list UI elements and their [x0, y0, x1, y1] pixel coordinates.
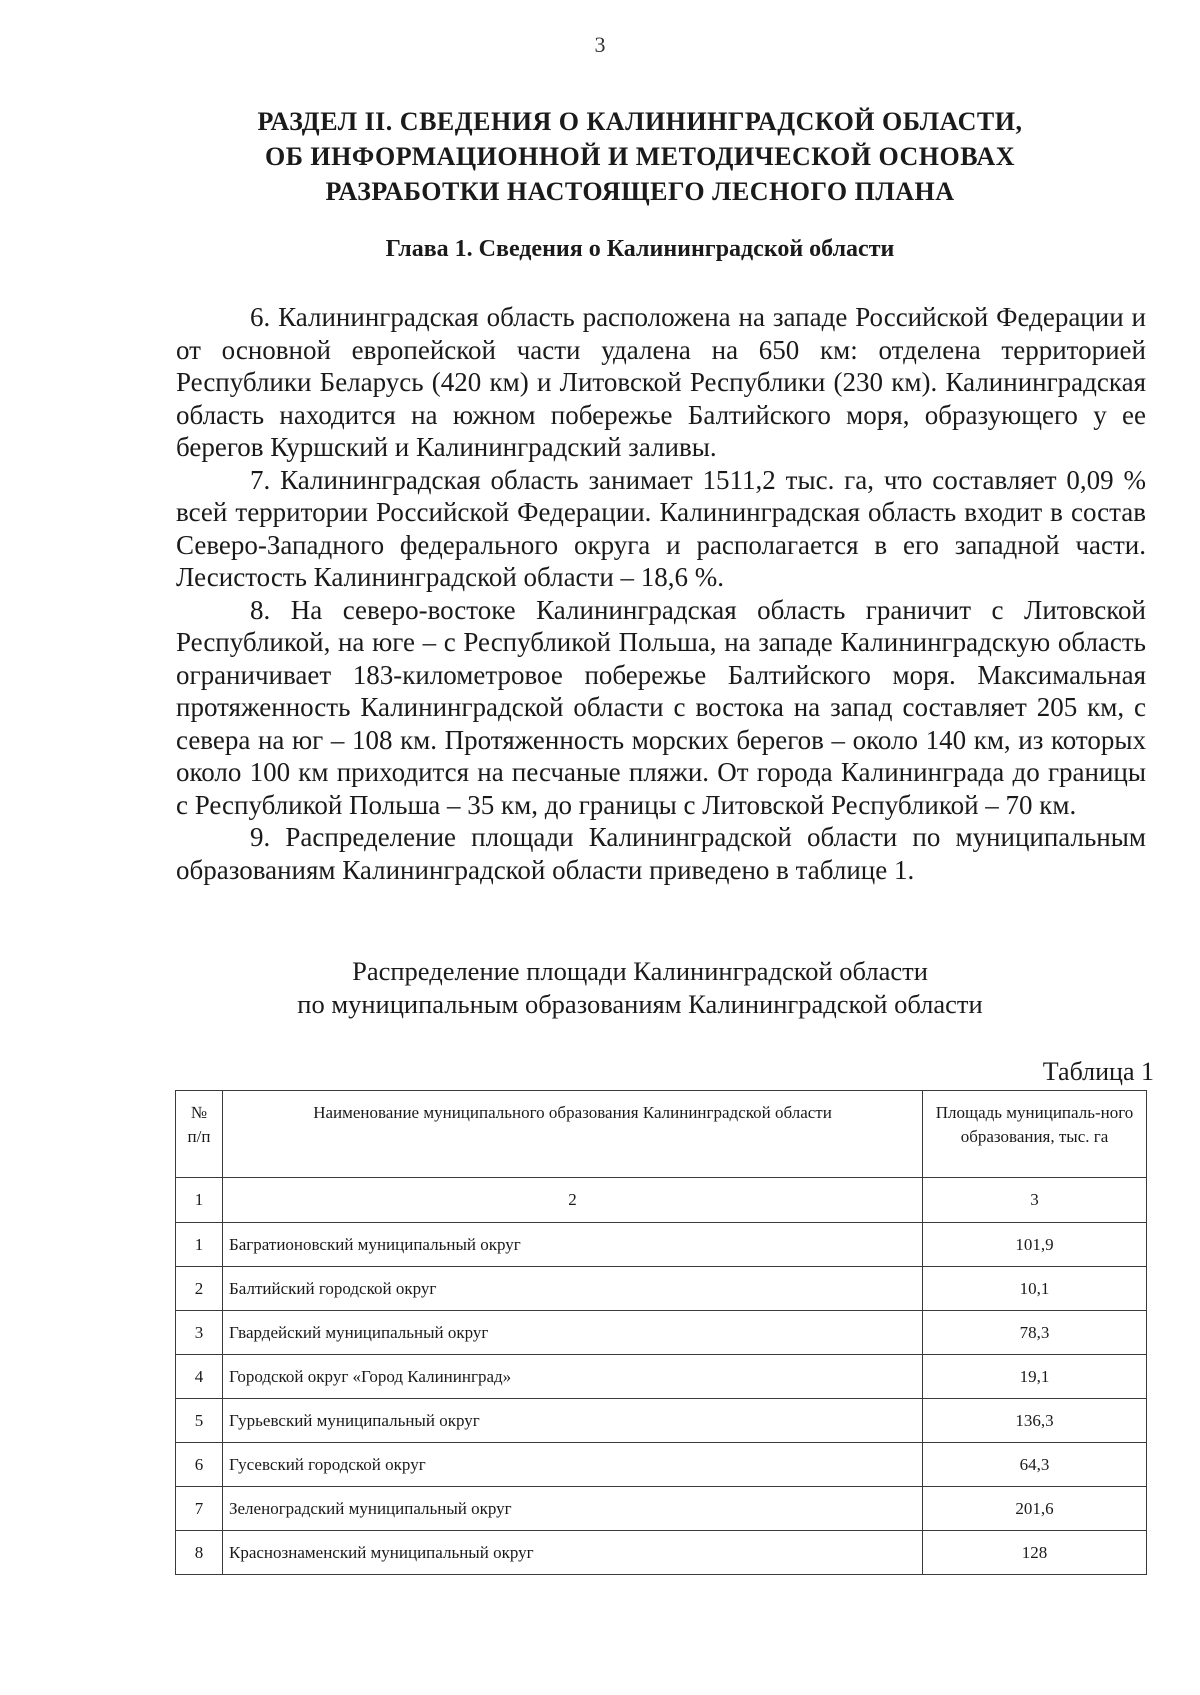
table-row: [176, 1399, 1147, 1443]
section-title-line: РАЗДЕЛ II. СВЕДЕНИЯ О КАЛИНИНГРАДСКОЙ ОБЛАСТИ,: [257, 107, 1023, 136]
cell-area: 201,6: [923, 1487, 1147, 1531]
cell-num: 8: [176, 1531, 223, 1575]
table-caption-line: по муниципальным образованиям Калининградской области: [297, 989, 983, 1019]
cell-num: 4: [176, 1355, 223, 1399]
cell-area: 78,3: [923, 1311, 1147, 1355]
section-title: [170, 104, 1110, 209]
table-row: [176, 1223, 1147, 1267]
table-row: [176, 1355, 1147, 1399]
cell-name: Городской округ «Город Калининград»: [223, 1355, 923, 1399]
header-num: № п/п: [176, 1091, 223, 1178]
cell-num: 6: [176, 1443, 223, 1487]
municipal-area-table: [175, 1090, 1147, 1575]
table-label: Таблица 1: [1042, 1057, 1154, 1086]
table-row: [176, 1487, 1147, 1531]
paragraph-8: 8. На северо-востоке Калининградская область граничит с Литовской Республикой, на юге – с Республикой Польша, на западе Калининградскую область ограничивает 183-километровое побережье Балтийского моря. Максимальная протяженность Калининградской области с востока на запад составляет 205 км, с севера на юг – 108 км. Протяженность морских берегов – около 140 км, из которых около 100 км приходится на песчаные пляжи. От города Калининграда до границы с Республикой Польша – 35 км, до границы с Литовской Республикой – 70 км.: [176, 594, 1146, 820]
chapter-title: Глава 1. Сведения о Калининградской области: [385, 236, 895, 262]
table-row: [176, 1267, 1147, 1311]
cell-area: 19,1: [923, 1355, 1147, 1399]
body-text: [176, 301, 1146, 886]
table-row: [176, 1531, 1147, 1575]
table-caption: [170, 955, 1110, 1021]
cell-name: Гвардейский муниципальный округ: [223, 1311, 923, 1355]
paragraph-6: 6. Калининградская область расположена на западе Российской Федерации и от основной европейской части удалена на 650 км: отделена территорией Республики Беларусь (420 км) и Литовской Республики (230 км). Калининградская область находится на южном побережье Балтийского моря, образующего у ее берегов Куршский и Калининградский заливы.: [176, 302, 1146, 462]
cell-num: 5: [176, 1399, 223, 1443]
paragraph-7: 7. Калининградская область занимает 1511,2 тыс. га, что составляет 0,09 % всей территории Российской Федерации. Калининградская область входит в состав Северо-Западного федерального округа и располагается в его западной части. Лесистость Калининградской области – 18,6 %.: [176, 464, 1146, 592]
table-row: [176, 1311, 1147, 1355]
column-number: 3: [923, 1178, 1147, 1223]
section-title-line: ОБ ИНФОРМАЦИОННОЙ И МЕТОДИЧЕСКОЙ ОСНОВАХ: [264, 142, 1016, 171]
cell-area: 136,3: [923, 1399, 1147, 1443]
cell-name: Багратионовский муниципальный округ: [223, 1223, 923, 1267]
cell-area: 64,3: [923, 1443, 1147, 1487]
cell-name: Краснознаменский муниципальный округ: [223, 1531, 923, 1575]
header-area: Площадь муниципаль-ного образования, тыс. га: [923, 1091, 1147, 1178]
cell-area: 10,1: [923, 1267, 1147, 1311]
column-number-row: [176, 1178, 1147, 1223]
section-title-line: РАЗРАБОТКИ НАСТОЯЩЕГО ЛЕСНОГО ПЛАНА: [325, 177, 955, 206]
cell-area: 128: [923, 1531, 1147, 1575]
header-name: Наименование муниципального образования Калининградской области: [223, 1091, 923, 1178]
table-caption-line: Распределение площади Калининградской области: [352, 956, 928, 986]
paragraph-9: 9. Распределение площади Калининградской области по муниципальным образованиям Калининградской области приведено в таблице 1.: [176, 822, 1146, 885]
cell-num: 7: [176, 1487, 223, 1531]
table-row: [176, 1443, 1147, 1487]
column-number: 1: [176, 1178, 223, 1223]
column-number: 2: [223, 1178, 923, 1223]
cell-name: Балтийский городской округ: [223, 1267, 923, 1311]
cell-area: 101,9: [923, 1223, 1147, 1267]
page-number: 3: [594, 32, 606, 57]
cell-num: 1: [176, 1223, 223, 1267]
cell-num: 2: [176, 1267, 223, 1311]
cell-name: Гусевский городской округ: [223, 1443, 923, 1487]
cell-name: Зеленоградский муниципальный округ: [223, 1487, 923, 1531]
cell-num: 3: [176, 1311, 223, 1355]
cell-name: Гурьевский муниципальный округ: [223, 1399, 923, 1443]
table-header-row: [176, 1091, 1147, 1178]
